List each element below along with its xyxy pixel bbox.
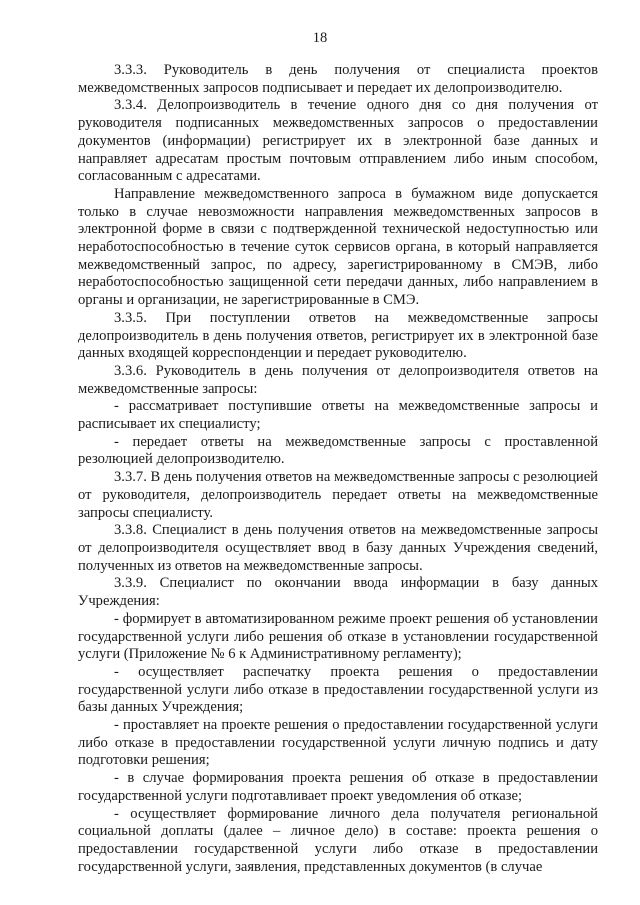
paragraph-3-3-6: 3.3.6. Руководитель в день получения от делопроизводителя ответов на межведомственные запросы: bbox=[78, 362, 598, 397]
list-item: - осуществляет распечатку проекта решения о предоставлении государственной услуги либо отказе в предоставлении государственной услуги из базы данных Учреждения; bbox=[78, 663, 598, 716]
paragraph-3-3-7: 3.3.7. В день получения ответов на межведомственные запросы с резолюцией от руководителя, делопроизводитель передает ответы на межведомственные запросы специалисту. bbox=[78, 469, 598, 521]
list-item: - формирует в автоматизированном режиме проект решения об установлении государственной услуги либо решения об отказе в установлении государственной услуги (Приложение № 6 к Административному регламенту); bbox=[78, 610, 598, 663]
list-item: - рассматривает поступившие ответы на межведомственные запросы и расписывает их специалисту; bbox=[78, 398, 598, 433]
list-item: - осуществляет формирование личного дела получателя региональной социальной доплаты (далее – личное дело) в составе: проекта решения о предоставлении государственной услуги либо отказе в предоставлении государственной услуги, заявления, представленных документов (в случае bbox=[78, 805, 598, 875]
list-item: - передает ответы на межведомственные запросы с проставленной резолюцией делопроизводителю. bbox=[78, 433, 598, 468]
paragraph-paper-request: Направление межведомственного запроса в бумажном виде допускается только в случае невозможности направления межведомственных запросов в электронной форме в связи с подтвержденной технической недоступностью или неработоспособностью в течение суток сервисов органа, в который направляется межведомственный запрос, по адресу, зарегистрированному в СМЭВ, либо неработоспособностью защищенной сети передачи данных, либо направлением в органы и организации, не зарегистрированные в СМЭ. bbox=[78, 185, 598, 309]
page-number: 18 bbox=[312, 30, 328, 46]
paragraph-3-3-5: 3.3.5. При поступлении ответов на межведомственные запросы делопроизводитель в день получения ответов, регистрирует их в электронной базе данных входящей корреспонденции и передает руководителю. bbox=[78, 309, 598, 362]
paragraph-3-3-9: 3.3.9. Специалист по окончании ввода информации в базу данных Учреждения: bbox=[78, 575, 598, 610]
paragraph-3-3-4: 3.3.4. Делопроизводитель в течение одного дня со дня получения от руководителя подписанных межведомственных запросов о предоставлении документов (информации) регистрирует их в электронной базе данных и направляет адресатам простым почтовым отправлением либо иным способом, согласованным с адресатами. bbox=[78, 97, 598, 185]
list-item: - проставляет на проекте решения о предоставлении государственной услуги либо отказе в предоставлении государственной услуги личную подпись и дату подготовки решения; bbox=[78, 717, 598, 769]
paragraph-3-3-8: 3.3.8. Специалист в день получения ответов на межведомственные запросы от делопроизводителя осуществляет ввод в базу данных Учреждения сведений, полученных из ответов на межведомственные запросы. bbox=[78, 522, 598, 574]
document-body bbox=[78, 62, 598, 876]
paragraph-3-3-3: 3.3.3. Руководитель в день получения от специалиста проектов межведомственных запросов подписывает и передает их делопроизводителю. bbox=[78, 62, 598, 96]
list-item: - в случае формирования проекта решения об отказе в предоставлении государственной услуги подготавливает проект уведомления об отказе; bbox=[78, 770, 598, 804]
